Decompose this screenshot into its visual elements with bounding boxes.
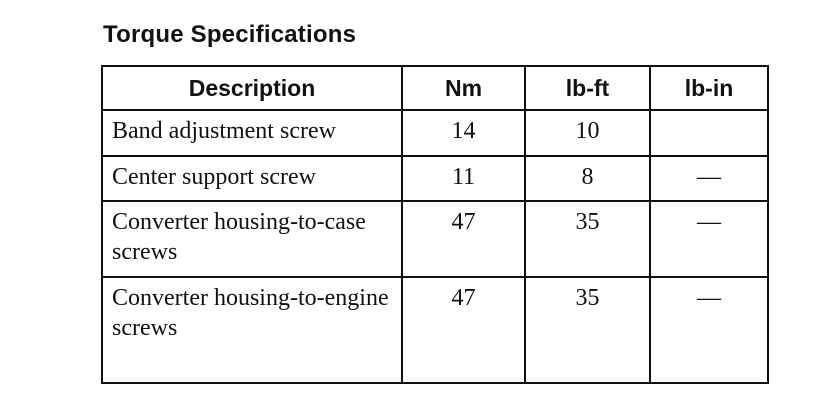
- cell-lb-ft: 35: [525, 277, 650, 383]
- cell-nm: 14: [402, 110, 525, 156]
- cell-lb-in: —: [650, 277, 768, 383]
- column-header-lb-in: lb-in: [650, 66, 768, 110]
- table-row: [102, 156, 768, 201]
- cell-description: Converter housing-to-case screws: [102, 201, 402, 277]
- column-header-lb-ft: lb-ft: [525, 66, 650, 110]
- cell-lb-ft: 8: [525, 156, 650, 201]
- cell-description: Converter housing-to-engine screws: [102, 277, 402, 383]
- cell-lb-ft: 10: [525, 110, 650, 156]
- cell-nm: 11: [402, 156, 525, 201]
- cell-nm: 47: [402, 277, 525, 383]
- torque-spec-table: [101, 65, 769, 384]
- table-header-row: [102, 66, 768, 110]
- column-header-description: Description: [102, 66, 402, 110]
- column-header-nm: Nm: [402, 66, 525, 110]
- page-title: Torque Specifications: [103, 21, 357, 48]
- cell-nm: 47: [402, 201, 525, 277]
- cell-lb-ft: 35: [525, 201, 650, 277]
- cell-lb-in: —: [650, 201, 768, 277]
- cell-description: Band adjustment screw: [102, 110, 402, 156]
- cell-lb-in: —: [650, 156, 768, 201]
- cell-description: Center support screw: [102, 156, 402, 201]
- cell-lb-in: [650, 110, 768, 156]
- table-row: [102, 277, 768, 383]
- table-row: [102, 201, 768, 277]
- table-row: [102, 110, 768, 156]
